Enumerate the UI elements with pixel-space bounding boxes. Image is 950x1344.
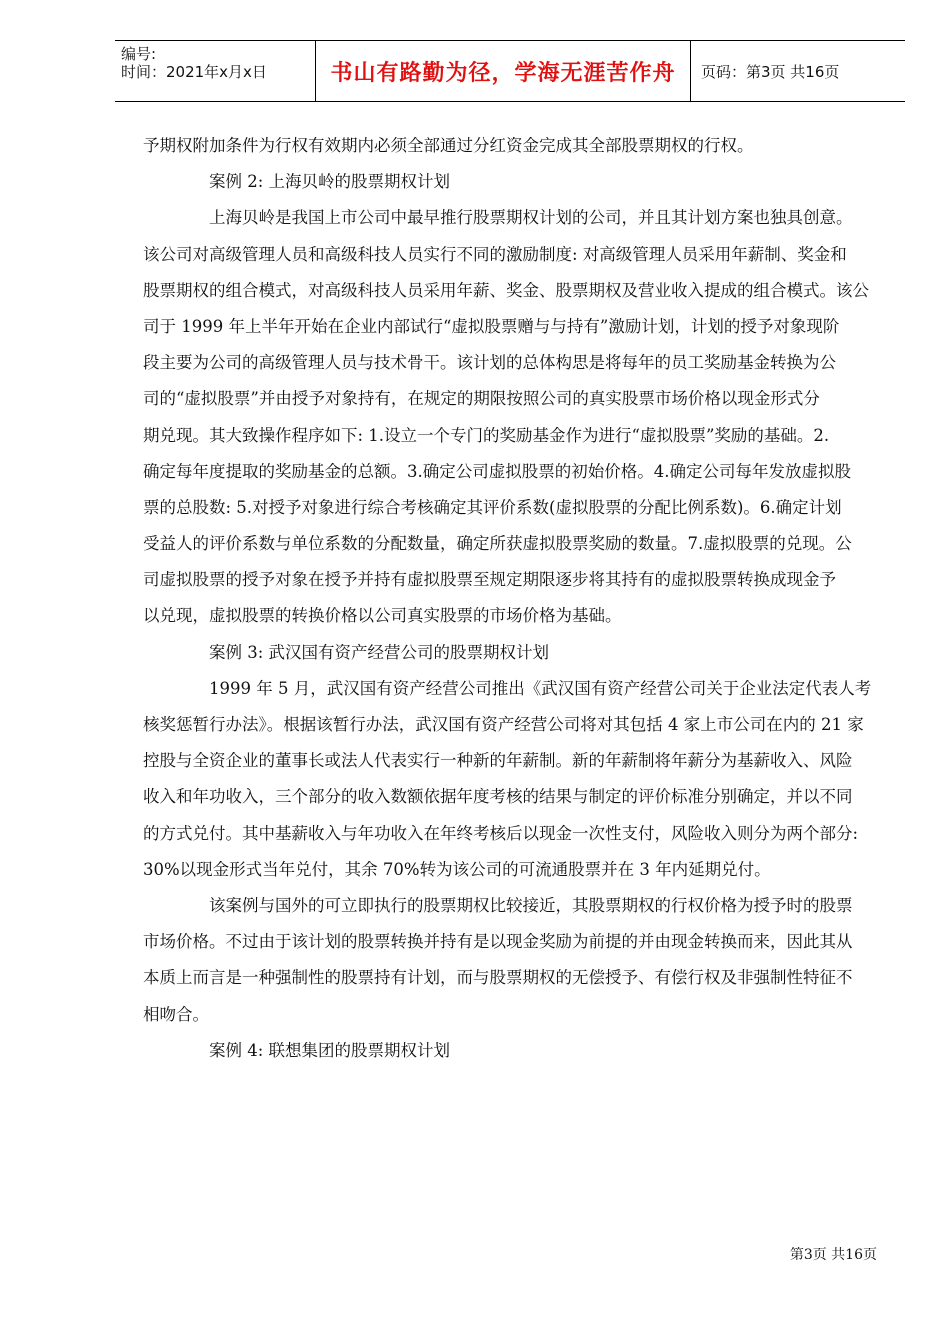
text-line: 该公司对高级管理人员和高级科技人员实行不同的激励制度: 对高级管理人员采用年薪制、奖金和 (143, 244, 847, 264)
text-line: 该案例与国外的可立即执行的股票期权比较接近，其股票期权的行权价格为授予时的股票 (209, 895, 853, 915)
doc-time-label: 时间：2021年x月x日 (121, 63, 267, 81)
text-line: 本质上而言是一种强制性的股票持有计划，而与股票期权的无偿授予、有偿行权及非强制性特征不 (143, 968, 853, 988)
text-line: 予期权附加条件为行权有效期内必须全部通过分红资金完成其全部股票期权的行权。 (143, 136, 754, 155)
text-line: 司的“虚拟股票”并由授予对象持有，在规定的期限按照公司的真实股票市场价格以现金形式分 (143, 389, 820, 409)
section-heading: 案例 4: 联想集团的股票期权计划 (209, 1040, 451, 1060)
doc-number-label: 编号: (121, 45, 157, 63)
text-line: 的方式兑付。其中基薪收入与年功收入在年终考核后以现金一次性支付，风险收入则分为两个部分: (143, 823, 859, 843)
text-line: 期兑现。其大致操作程序如下: 1.设立一个专门的奖励基金作为进行“虚拟股票”奖励的基础。2. (143, 425, 830, 445)
text-line: 相吻合。 (143, 1004, 209, 1024)
page-footer: 第3页 共16页 (789, 1247, 877, 1263)
text-line: 司于 1999 年上半年开始在企业内部试行“虚拟股票赠与与持有”激励计划，计划的授予对象现阶 (143, 316, 840, 336)
text-line: 控股与全资企业的董事长或法人代表实行一种新的年薪制。新的年薪制将年薪分为基薪收入、风险 (143, 751, 853, 771)
section-heading: 案例 2: 上海贝岭的股票期权计划 (209, 172, 451, 192)
document-body (143, 128, 878, 1069)
text-line: 以兑现，虚拟股票的转换价格以公司真实股票的市场价格为基础。 (143, 606, 622, 626)
text-line: 收入和年功收入，三个部分的收入数额依据年度考核的结果与制定的评价标准分别确定，并以不同 (143, 787, 853, 807)
section-heading: 案例 3: 武汉国有资产经营公司的股票期权计划 (209, 642, 550, 662)
header-page-number: 页码：第3页 共16页 (701, 62, 840, 81)
header-meta (115, 41, 315, 101)
text-line: 段主要为公司的高级管理人员与技术骨干。该计划的总体构思是将每年的员工奖励基金转换为公 (143, 353, 836, 373)
text-line: 受益人的评价系数与单位系数的分配数量，确定所获虚拟股票奖励的数量。7.虚拟股票的兑现。公 (143, 534, 852, 554)
text-line: 票的总股数: 5.对授予对象进行综合考核确定其评价系数(虚拟股票的分配比例系数)。6.确定计划 (143, 497, 842, 517)
text-line: 1999 年 5 月，武汉国有资产经营公司推出《武汉国有资产经营公司关于企业法定代表人考 (209, 678, 872, 698)
text-line: 核奖惩暂行办法》。根据该暂行办法，武汉国有资产经营公司将对其包括 4 家上市公司在内的 21 家 (143, 715, 864, 734)
text-line: 确定每年度提取的奖励基金的总额。3.确定公司虚拟股票的初始价格。4.确定公司每年发放虚拟股 (143, 461, 851, 481)
text-line: 司虚拟股票的授予对象在授予并持有虚拟股票至规定期限逐步将其持有的虚拟股票转换成现金予 (143, 570, 836, 590)
text-line: 市场价格。不过由于该计划的股票转换并持有是以现金奖励为前提的并由现金转换而来，因此其从 (143, 932, 853, 952)
text-line: 上海贝岭是我国上市公司中最早推行股票期权计划的公司，并且其计划方案也独具创意。 (209, 208, 853, 228)
text-line: 股票期权的组合模式，对高级科技人员采用年薪、奖金、股票期权及营业收入提成的组合模式。该公 (143, 280, 869, 300)
text-line: 30%以现金形式当年兑付，其余 70%转为该公司的可流通股票并在 3 年内延期兑付。 (143, 859, 771, 879)
page-header (115, 40, 905, 102)
header-motto: 书山有路勤为径，学海无涯苦作舟 (315, 41, 691, 101)
